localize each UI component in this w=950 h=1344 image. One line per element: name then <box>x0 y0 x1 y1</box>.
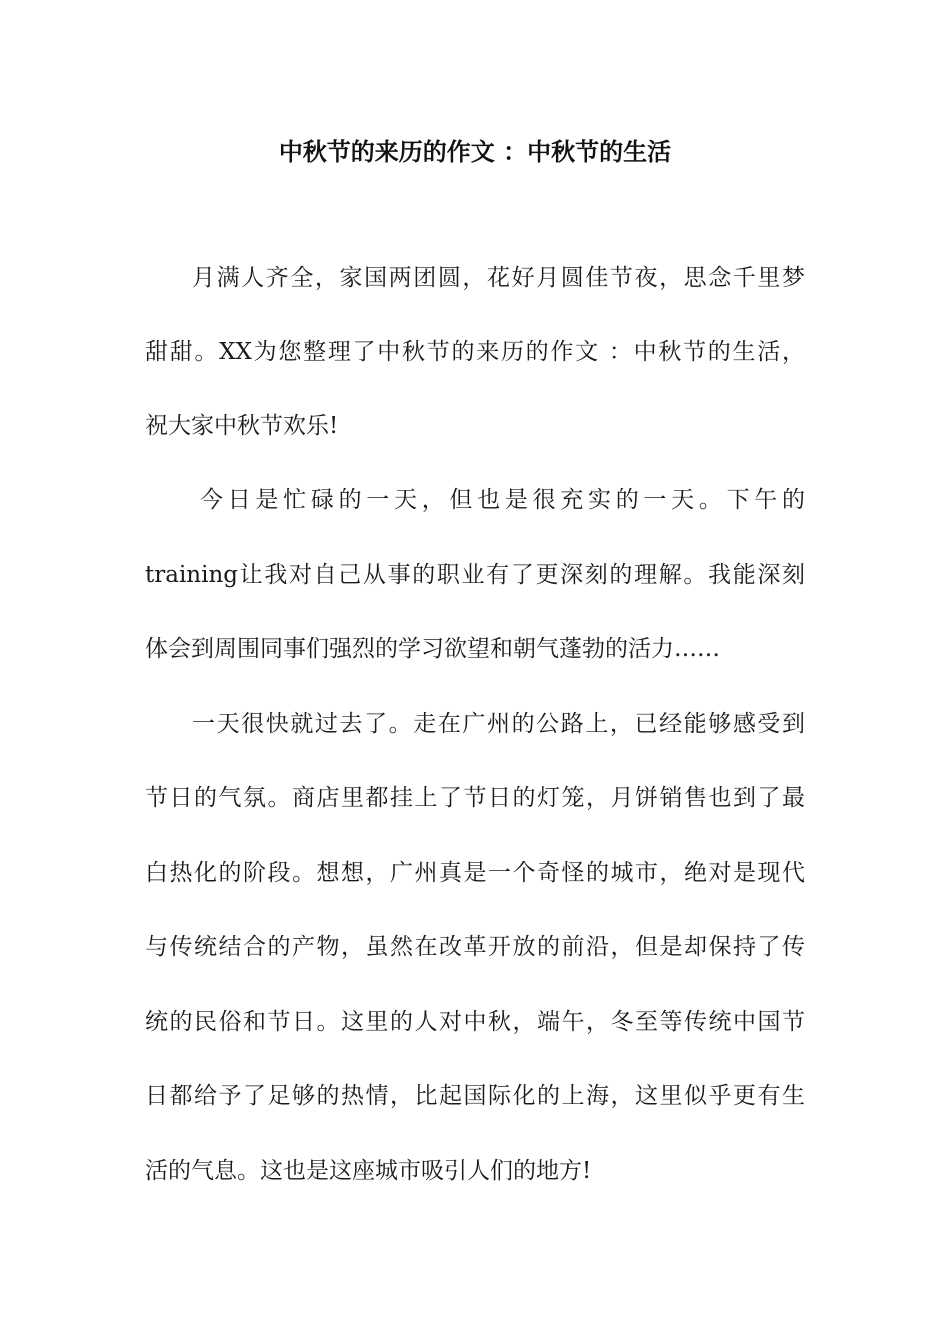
paragraph-3-line-2: 节日的气氛。商店里都挂上了节日的灯笼，月饼销售也到了最 <box>145 785 805 811</box>
paragraph-2-line-3: 体会到周围同事们强烈的学习欲望和朝气蓬勃的活力…… <box>145 636 720 662</box>
document-title: 中秋节的来历的作文 ：中秋节的生活 <box>278 138 672 166</box>
paragraph-2-line-1: 今日是忙碌的一天，但也是很充实的一天。下午的 <box>200 487 805 513</box>
paragraph-1-line-3: 祝大家中秋节欢乐! <box>145 413 339 439</box>
paragraph-3-line-5: 统的民俗和节日。这里的人对中秋，端午，冬至等传统中国节 <box>145 1009 805 1035</box>
paragraph-1-line-2: 甜甜。XX为您整理了中秋节的来历的作文 ：中秋节的生活， <box>145 339 805 365</box>
paragraph-3-line-1: 一天很快就过去了。走在广州的公路上，已经能够感受到 <box>192 711 805 737</box>
paragraph-1-line-1: 月满人齐全，家国两团圆，花好月圆佳节夜，思念千里梦 <box>192 265 805 291</box>
paragraph-3-line-4: 与传统结合的产物，虽然在改革开放的前沿，但是却保持了传 <box>145 934 805 960</box>
paragraph-3-line-7: 活的气息。这也是这座城市吸引人们的地方! <box>145 1158 592 1184</box>
paragraph-3-line-6: 日都给予了足够的热情，比起国际化的上海，这里似乎更有生 <box>145 1083 805 1109</box>
paragraph-2-line-2: training让我对自己从事的职业有了更深刻的理解。我能深刻 <box>145 562 805 588</box>
paragraph-3-line-3: 白热化的阶段。想想，广州真是一个奇怪的城市，绝对是现代 <box>145 860 805 886</box>
